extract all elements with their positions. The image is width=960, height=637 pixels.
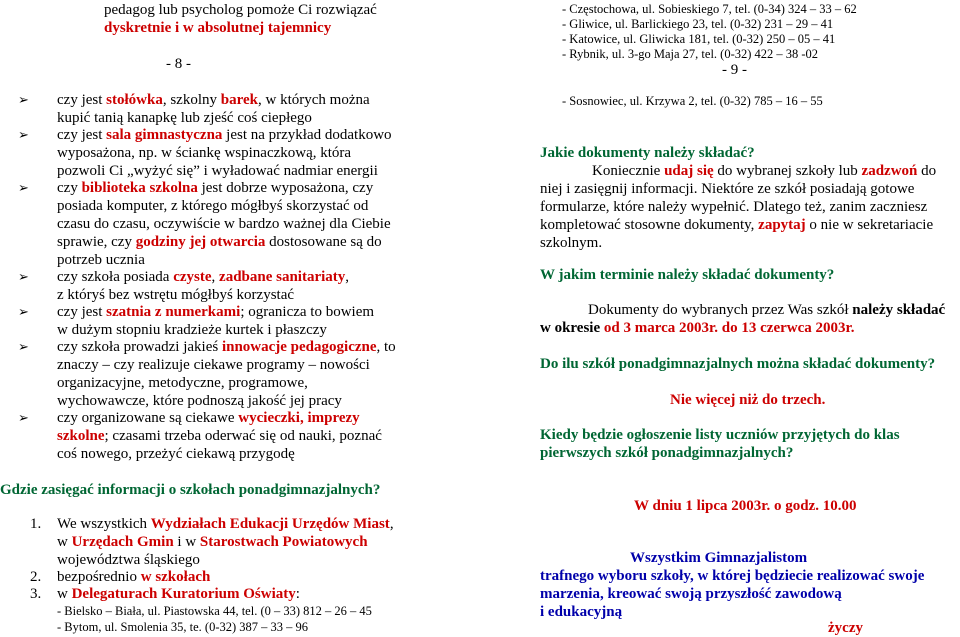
item-2-line: bezpośrednio w szkołach xyxy=(57,569,211,585)
bullet-4-line-1: czy szkoła posiada czyste, zadbane sanitariaty, xyxy=(57,269,350,285)
bullet-1-line-2: kupić tanią kanapkę lub zjeść coś ciepłego xyxy=(57,110,312,126)
trips-text: wycieczki, imprezy xyxy=(238,410,360,426)
bullet-1-line-1: czy jest stołówka, szkolny barek, w których można xyxy=(57,92,370,108)
arrow-bullet-icon: ➢ xyxy=(18,128,29,143)
cloakroom-text: szatnia z numerkami xyxy=(106,304,241,320)
bullet-3-line-1: czy biblioteka szkolna jest dobrze wyposażona, czy xyxy=(57,180,374,196)
bullet-3-line-5: potrzeb ucznia xyxy=(57,252,145,268)
question-lists-line-2: pierwszych szkół ponadgimnazjalnych? xyxy=(540,445,794,461)
left-column xyxy=(0,0,470,637)
bullet-4-line-2: z któryś bez wstrętu mógłbyś korzystać xyxy=(57,287,295,303)
delegation-bytom: - Bytom, ul. Smolenia 35, te. (0-32) 387 – 33 – 96 xyxy=(57,620,309,634)
greeting-line-2: marzenia, kreować swoją przyszłość zawodową xyxy=(540,586,842,602)
bullet-6-line-2: znaczy – czy realizuje ciekawe programy – nowości xyxy=(57,357,370,373)
arrow-bullet-icon: ➢ xyxy=(18,411,29,426)
answer-4: W dniu 1 lipca 2003r. o godz. 10.00 xyxy=(634,498,857,514)
bullet-2-line-1: czy jest sala gimnastyczna jest na przykład dodatkowo xyxy=(57,127,392,143)
arrow-bullet-icon: ➢ xyxy=(18,181,29,196)
bullet-7-line-2: szkolne; czasami trzeba oderwać się od nauki, poznać xyxy=(57,428,382,444)
question-documents: Jakie dokumenty należy składać? xyxy=(540,145,755,161)
address-rybnik: - Rybnik, ul. 3-go Maja 27, tel. (0-32) 422 – 38 -02 xyxy=(562,47,819,61)
bullet-6-line-1: czy szkoła prowadzi jakieś innowacje pedagogiczne, to xyxy=(57,339,396,355)
sanitary-text: zadbane sanitariaty xyxy=(219,269,346,285)
answer-1-line-2: niej i zasięgnij informacji. Niektóre ze szkół posiadają gotowe xyxy=(540,181,915,197)
canteen-text: stołówka xyxy=(106,92,163,108)
intro-text: pedagog lub psycholog pomoże Ci rozwiązać xyxy=(104,2,377,18)
address-sosnowiec: - Sosnowiec, ul. Krzywa 2, tel. (0-32) 785 – 16 – 55 xyxy=(562,94,823,108)
answer-1-line-5: szkolnym. xyxy=(540,235,603,251)
address-czestochowa: - Częstochowa, ul. Sobieskiego 7, tel. (0-34) 324 – 33 – 62 xyxy=(562,2,857,16)
page-number-right: - 9 - xyxy=(722,62,747,78)
info-heading: Gdzie zasięgać informacji o szkołach ponadgimnazjalnych? xyxy=(0,482,381,498)
bullet-3-line-3: czasu do czasu, oczywiście w bardzo ważnej dla Ciebie xyxy=(57,216,391,232)
question-lists-line-1: Kiedy będzie ogłoszenie listy uczniów przyjętych do klas xyxy=(540,427,900,443)
question-how-many: Do ilu szkół ponadgimnazjalnych można składać dokumenty? xyxy=(540,356,936,372)
education-departments-text: Wydziałach Edukacji Urzędów Miast xyxy=(150,516,390,532)
answer-2-line-2: w okresie od 3 marca 2003r. do 13 czerwca 2003r. xyxy=(540,320,855,336)
innovations-text: innowacje pedagogiczne xyxy=(221,339,377,355)
in-schools-text: w szkołach xyxy=(140,569,211,585)
bullet-3-line-4: sprawie, czy godziny jej otwarcia dostosowane są do xyxy=(57,234,382,250)
address-gliwice: - Gliwice, ul. Barlickiego 23, tel. (0-32) 231 – 29 – 41 xyxy=(562,17,834,31)
answer-2-line-1: Dokumenty do wybranych przez Was szkół należy składać xyxy=(588,302,946,318)
call-text: zadzwoń xyxy=(861,163,918,179)
delegations-text: Delegaturach Kuratorium Oświaty xyxy=(71,586,296,602)
opening-hours-text: godziny jej otwarcia xyxy=(135,234,266,250)
intro-line-1 xyxy=(104,2,450,19)
greeting-title: Wszystkim Gimnazjalistom xyxy=(630,550,808,566)
municipal-offices-text: Urzędach Gmin xyxy=(71,534,174,550)
arrow-bullet-icon: ➢ xyxy=(18,93,29,108)
page-number-left: - 8 - xyxy=(166,56,191,72)
bullet-7-line-3: coś nowego, przeżyć ciekawą przygodę xyxy=(57,446,295,462)
library-text: biblioteka szkolna xyxy=(81,180,198,196)
bullet-7-line-1: czy organizowane są ciekawe wycieczki, imprezy xyxy=(57,410,360,426)
bullet-2-line-2: wyposażona, np. w ściankę wspinaczkową, która xyxy=(57,145,352,161)
address-katowice: - Katowice, ul. Gliwicka 181, tel. (0-32) 250 – 05 – 41 xyxy=(562,32,836,46)
bullet-6-line-3: organizacyjne, metodyczne, programowe, xyxy=(57,375,308,391)
school-events-text: szkolne xyxy=(57,428,105,444)
item-1-line-1: We wszystkich Wydziałach Edukacji Urzędów Miast, xyxy=(57,516,394,532)
answer-1-line-3: formularze, które należy wypełnić. Dlatego też, zanim zaczniesz xyxy=(540,199,928,215)
greeting-line-3: i edukacyjną xyxy=(540,604,623,620)
delegation-bielsko: - Bielsko – Biała, ul. Piastowska 44, tel. (0 – 33) 812 – 26 – 45 xyxy=(57,604,372,618)
arrow-bullet-icon: ➢ xyxy=(18,305,29,320)
arrow-bullet-icon: ➢ xyxy=(18,340,29,355)
bar-text: barek xyxy=(220,92,258,108)
date-range-text: od 3 marca 2003r. do 13 czerwca 2003r. xyxy=(603,320,855,336)
answer-1-line-1: Koniecznie udaj się do wybranej szkoły lub zadzwoń do xyxy=(592,163,937,179)
must-submit-text: należy składać xyxy=(852,302,946,318)
item-1-number: 1. xyxy=(30,516,42,532)
bullet-3-line-2: posiada komputer, z którego mógłbyś skorzystać od xyxy=(57,198,369,214)
answer-1-line-4: kompletować stosowne dokumenty, zapytaj o nie w sekretariacie xyxy=(540,217,934,233)
greeting-line-1: trafnego wyboru szkoły, w której będziecie realizować swoje xyxy=(540,568,925,584)
county-offices-text: Starostwach Powiatowych xyxy=(199,534,368,550)
clean-text: czyste xyxy=(173,269,212,285)
bullet-5-line-2: w dużym stopniu kradzieże kurtek i płaszczy xyxy=(57,322,327,338)
right-column xyxy=(540,0,960,637)
item-2-number: 2. xyxy=(30,569,42,585)
arrow-bullet-icon: ➢ xyxy=(18,270,29,285)
item-1-line-2: w Urzędach Gmin i w Starostwach Powiatowych xyxy=(57,534,368,550)
gym-text: sala gimnastyczna xyxy=(106,127,223,143)
intro-line-2: dyskretnie i w absolutnej tajemnicy xyxy=(104,20,332,36)
ask-text: zapytaj xyxy=(758,217,806,233)
bullet-6-line-4: wychowawcze, które podnoszą jakość jej pracy xyxy=(57,393,342,409)
item-3-number: 3. xyxy=(30,586,42,602)
question-deadline: W jakim terminie należy składać dokumenty? xyxy=(540,267,835,283)
answer-3: Nie więcej niż do trzech. xyxy=(670,392,826,408)
item-3-line: w Delegaturach Kuratorium Oświaty: xyxy=(57,586,300,602)
bullet-5-line-1: czy jest szatnia z numerkami; ogranicza to bowiem xyxy=(57,304,375,320)
go-text: udaj się xyxy=(664,163,714,179)
bullet-2-line-3: pozwoli Ci „wyżyć się” i wyładować nadmiar energii xyxy=(57,163,378,179)
item-1-line-3: województwa śląskiego xyxy=(57,552,200,568)
greeting-signature: życzy xyxy=(828,620,863,636)
